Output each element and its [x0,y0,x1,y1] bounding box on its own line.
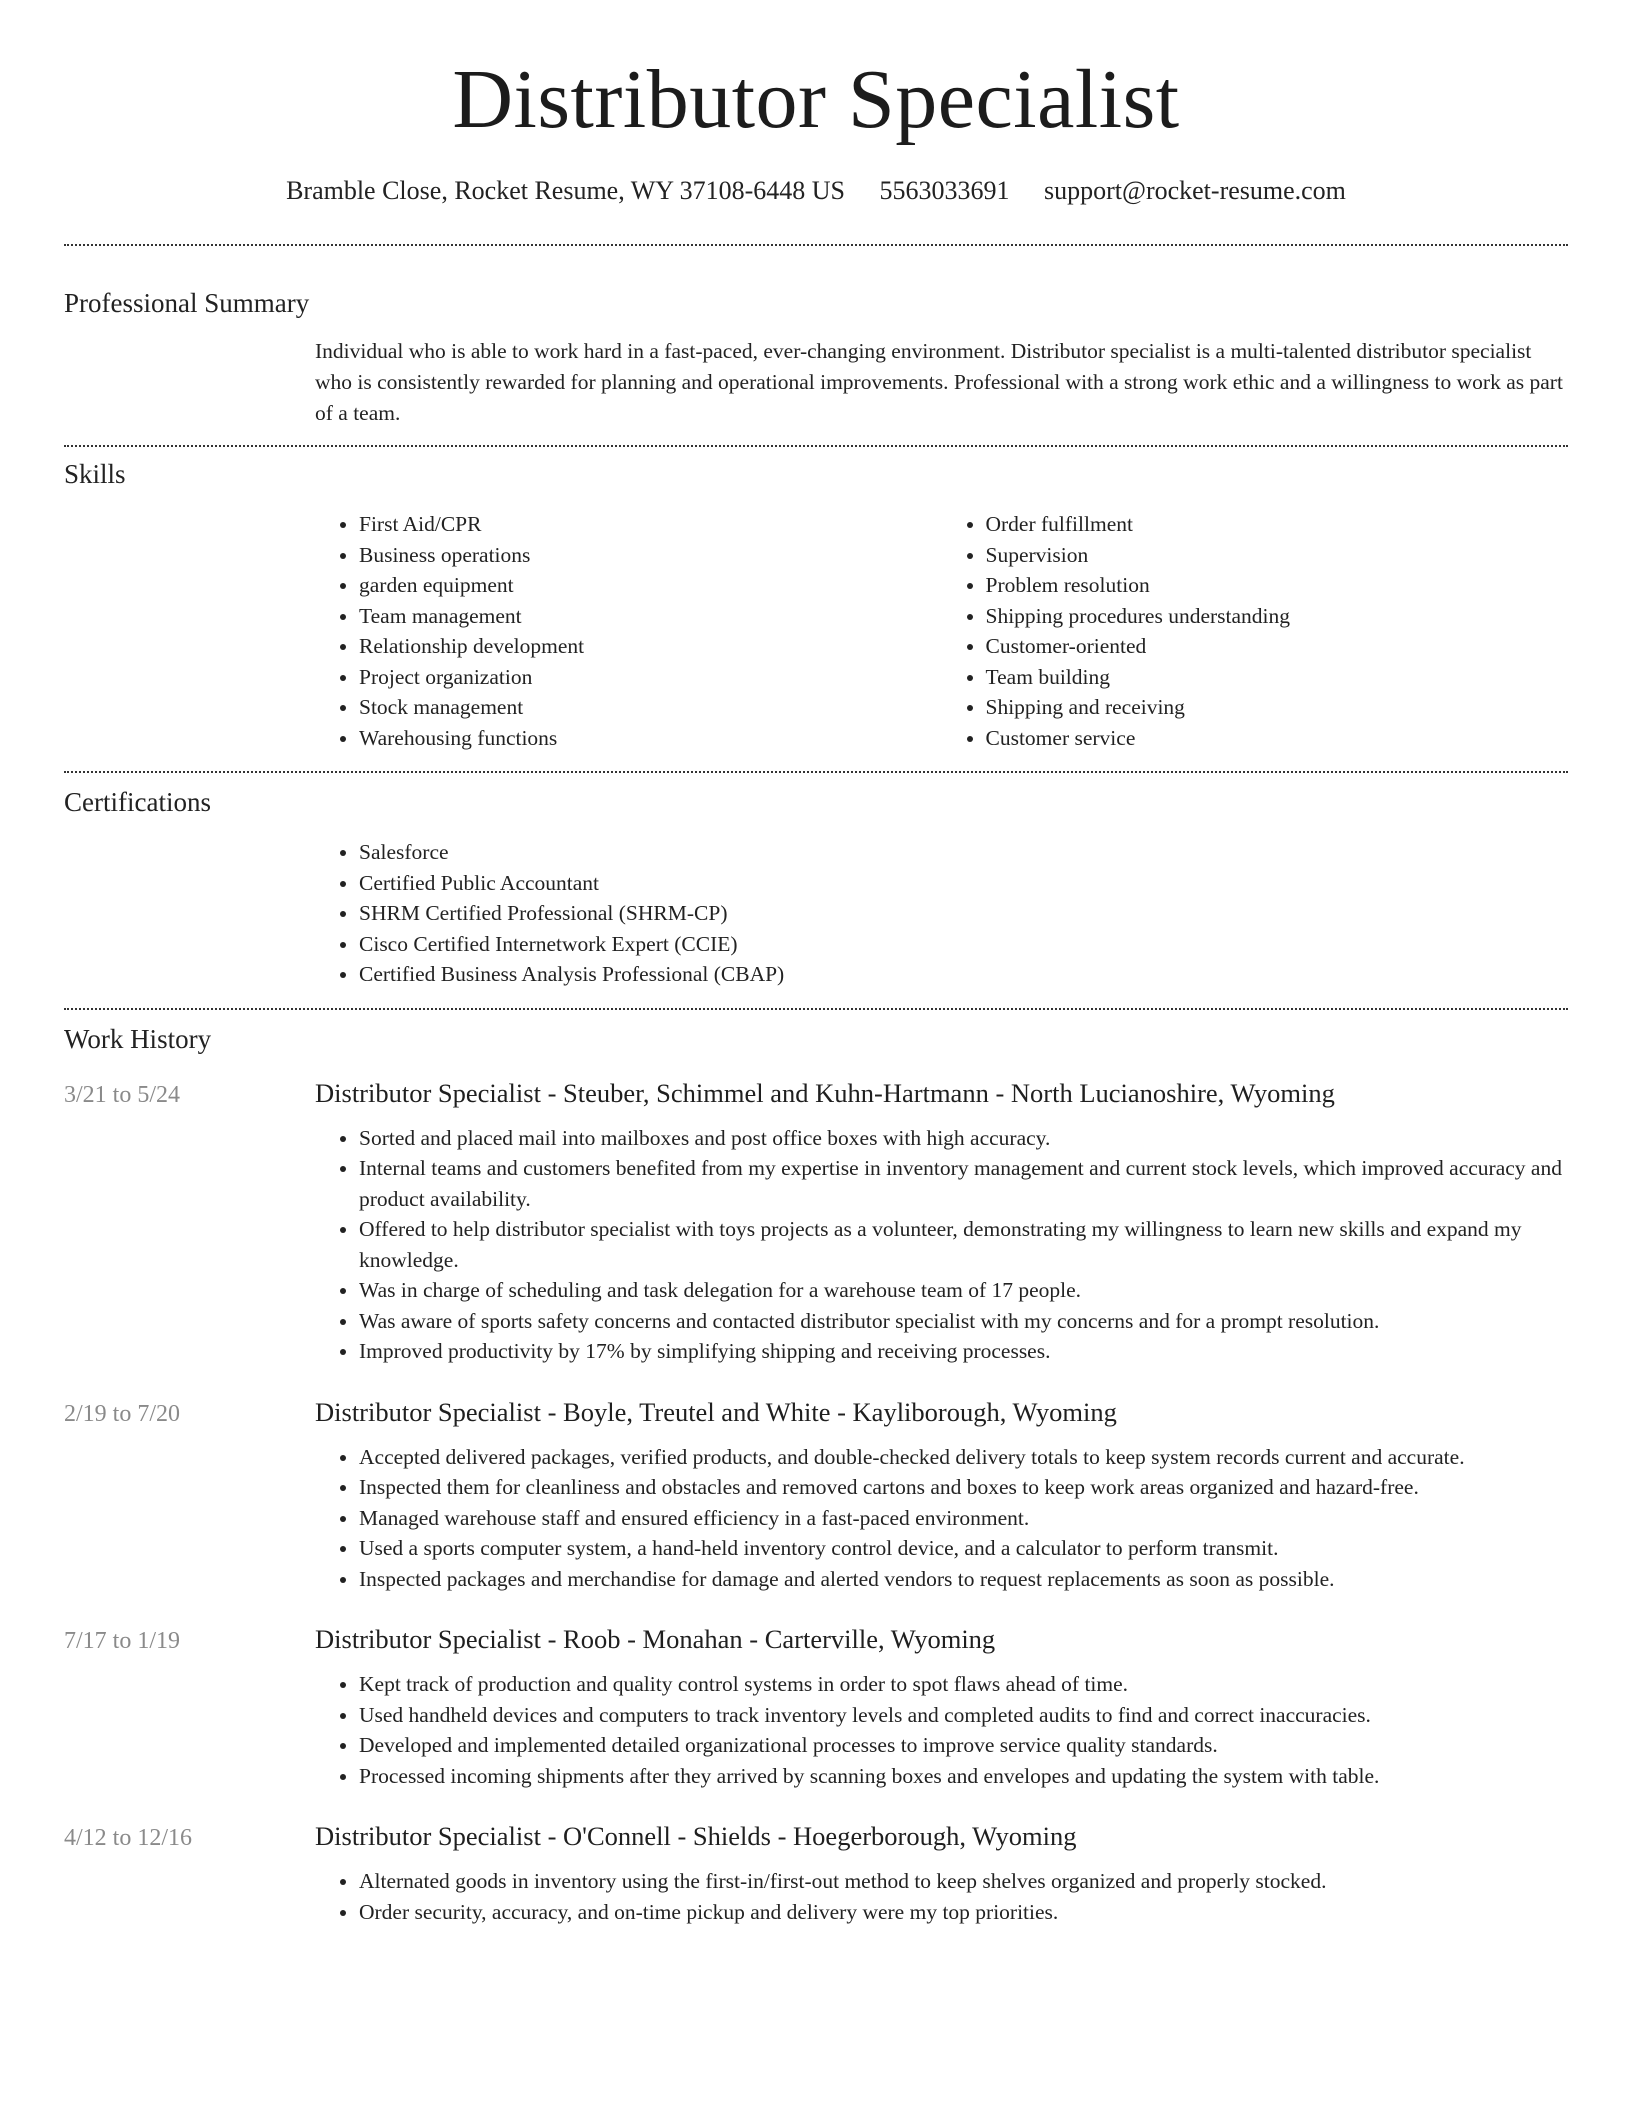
job-title: Distributor Specialist - O'Connell - Shields - Hoegerborough, Wyoming [315,1821,1077,1851]
email: support@rocket-resume.com [1044,176,1346,205]
job-bullet: • Improved productivity by 17% by simplifying shipping and receiving processes. [359,1336,1568,1367]
certification-item: • Cisco Certified Internetwork Expert (CCIE) [359,929,1568,960]
job-bullet: • Accepted delivered packages, verified products, and double-checked delivery totals to keep system records current and accurate. [359,1442,1568,1473]
address: Bramble Close, Rocket Resume, WY 37108-6448 US [286,176,845,205]
skills-list-right [942,509,1569,753]
skill-item: • First Aid/CPR [359,509,942,540]
skill-item: • Relationship development [359,631,942,662]
skills-grid [315,509,1568,753]
skill-item: • Business operations [359,540,942,571]
job-bullet: • Order security, accuracy, and on-time pickup and delivery were my top priorities. [359,1897,1568,1928]
work-history-section [64,1022,1568,1928]
job-dates: 3/21 to 5/24 [64,1081,181,1108]
certifications-list [315,837,1568,990]
job-bullet: • Managed warehouse staff and ensured efficiency in a fast-paced environment. [359,1503,1568,1534]
job-bullets [315,1442,1568,1595]
job-bullets [315,1866,1568,1927]
divider [64,445,1568,447]
skill-item: • Customer service [986,723,1569,754]
job-bullet: • Offered to help distributor specialist with toys projects as a volunteer, demonstrating my willingness to learn new skills and expand my knowledge. [359,1214,1568,1275]
skill-item: • Project organization [359,662,942,693]
summary-text: Individual who is able to work hard in a fast-paced, ever-changing environment. Distributor specialist is a multi-talented distributor specialist who is consistently rewarded for planning and operational improvements. Professional with a strong work ethic and a willingness to work as part of a team. [315,339,1563,425]
section-title-certifications: Certifications [64,787,211,817]
skill-item: • Team building [986,662,1569,693]
certification-item: • Certified Business Analysis Professional (CBAP) [359,959,1568,990]
job-dates: 7/17 to 1/19 [64,1628,181,1654]
job-bullet: • Was in charge of scheduling and task delegation for a warehouse team of 17 people. [359,1275,1568,1306]
phone: 5563033691 [879,176,1010,205]
certifications-section [64,785,1568,990]
skill-item: • Order fulfillment [986,509,1569,540]
certification-item: • SHRM Certified Professional (SHRM-CP) [359,898,1568,929]
skill-item: • Problem resolution [986,570,1569,601]
divider [64,1008,1568,1010]
section-title-skills: Skills [64,459,126,489]
job-bullet: • Kept track of production and quality control systems in order to spot flaws ahead of time. [359,1669,1568,1700]
skill-item: • Stock management [359,692,942,723]
skill-item: • Shipping procedures understanding [986,601,1569,632]
job-entry [64,1078,1568,1367]
job-bullet: • Used handheld devices and computers to track inventory levels and completed audits to find and correct inaccuracies. [359,1700,1568,1731]
resume-page [64,0,1568,1927]
divider [64,244,1568,246]
job-bullet: • Developed and implemented detailed organizational processes to improve service quality standards. [359,1730,1568,1761]
job-bullet: • Alternated goods in inventory using the first-in/first-out method to keep shelves organized and properly stocked. [359,1866,1568,1897]
job-bullet: • Processed incoming shipments after they arrived by scanning boxes and envelopes and updating the system with table. [359,1761,1568,1792]
job-title: Distributor Specialist - Roob - Monahan - Carterville, Wyoming [315,1624,996,1654]
section-title-work-history: Work History [64,1023,212,1054]
job-bullet: • Was aware of sports safety concerns and contacted distributor specialist with my concerns and for a prompt resolution. [359,1306,1568,1337]
job-entry [64,1821,1568,1927]
certification-item: • Certified Public Accountant [359,868,1568,899]
job-bullet: • Inspected them for cleanliness and obstacles and removed cartons and boxes to keep work areas organized and hazard-free. [359,1472,1568,1503]
contact-line [64,174,1568,208]
job-bullets [315,1669,1568,1791]
skill-item: • garden equipment [359,570,942,601]
skill-item: • Shipping and receiving [986,692,1569,723]
job-entry [64,1624,1568,1791]
job-bullet: • Inspected packages and merchandise for damage and alerted vendors to request replacements as soon as possible. [359,1564,1568,1595]
skills-section [64,457,1568,753]
skill-item: • Warehousing functions [359,723,942,754]
divider [64,771,1568,773]
job-bullet: • Used a sports computer system, a hand-held inventory control device, and a calculator to perform transmit. [359,1533,1568,1564]
skill-item: • Supervision [986,540,1569,571]
job-title: Distributor Specialist - Boyle, Treutel and White - Kayliborough, Wyoming [315,1396,1117,1427]
job-title: Distributor Specialist - Steuber, Schimmel and Kuhn-Hartmann - North Lucianoshire, Wyoming [315,1077,1335,1108]
skills-list-left [315,509,942,753]
certification-item: • Salesforce [359,837,1568,868]
job-entry [64,1397,1568,1595]
summary-section [64,286,1568,429]
job-dates: 2/19 to 7/20 [64,1400,181,1427]
job-dates: 4/12 to 12/16 [64,1825,193,1851]
job-bullets [315,1123,1568,1367]
skill-item: • Customer-oriented [986,631,1569,662]
candidate-name: Distributor Specialist [452,53,1180,146]
job-bullet: • Internal teams and customers benefited from my expertise in inventory management and current stock levels, which improved accuracy and product availability. [359,1153,1568,1214]
section-title-summary: Professional Summary [64,288,310,318]
skill-item: • Team management [359,601,942,632]
job-bullet: • Sorted and placed mail into mailboxes and post office boxes with high accuracy. [359,1123,1568,1154]
